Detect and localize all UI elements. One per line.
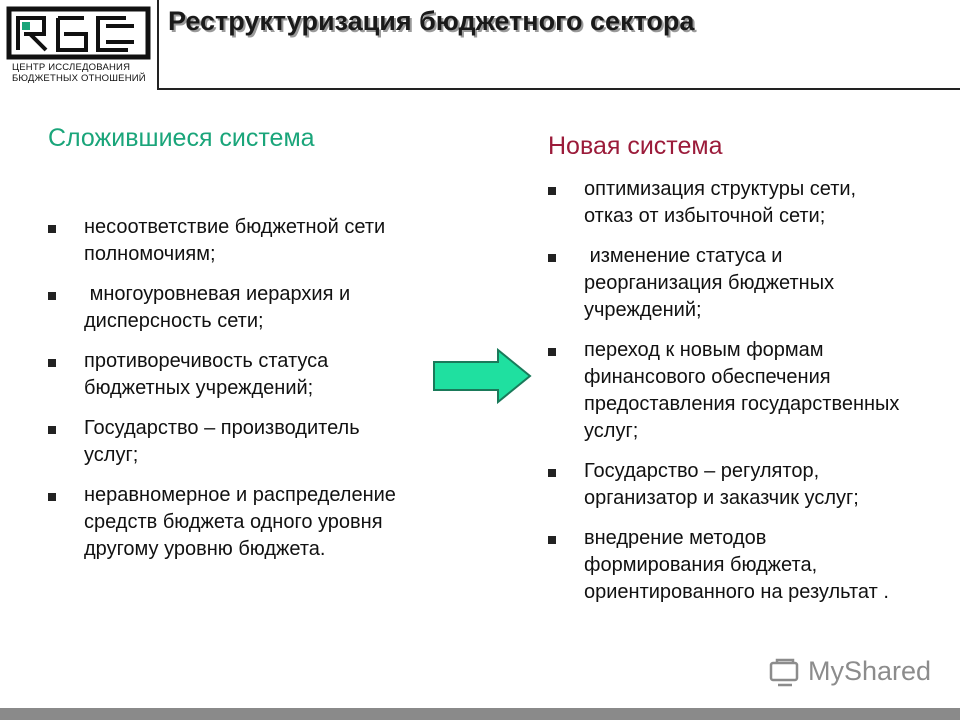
bottom-bar	[0, 708, 960, 720]
list-item	[48, 281, 418, 335]
list-item	[48, 348, 418, 402]
rbs-logo-icon	[6, 6, 151, 60]
list-item-text: переход к новым формам финансового обеспечения предоставления государственных услуг;	[584, 339, 905, 442]
list-item	[548, 525, 908, 606]
header-divider-horizontal	[157, 88, 960, 90]
logo-caption-line1: ЦЕНТР ИССЛЕДОВАНИЯ	[12, 62, 131, 73]
header-divider-vertical	[157, 0, 159, 90]
list-item-text: внедрение методов формирования бюджета, ориентированного на результат .	[584, 527, 889, 603]
left-column-list	[48, 214, 418, 576]
list-item-text: несоответствие бюджетной сети полномочиям;	[84, 216, 391, 265]
list-item-text: оптимизация структуры сети, отказ от избыточной сети;	[584, 178, 862, 227]
list-item	[548, 243, 908, 324]
right-column-list	[548, 176, 908, 619]
list-item-text: многоуровневая иерархия и дисперсность сети;	[84, 283, 356, 332]
right-arrow-icon	[432, 348, 532, 404]
list-item-text: противоречивость статуса бюджетных учреждений;	[84, 350, 334, 399]
right-column-heading: Новая система	[548, 132, 723, 160]
logo-caption-line2: БЮДЖЕТНЫХ ОТНОШЕНИЙ	[12, 73, 146, 84]
list-item-text: Государство – регулятор, организатор и заказчик услуг;	[584, 460, 859, 509]
left-column-heading: Сложившиеся система	[48, 124, 315, 152]
list-item-text: неравномерное и распределение средств бюджета одного уровня другому уровню бюджета.	[84, 484, 402, 560]
list-item	[548, 458, 908, 512]
list-item	[48, 214, 418, 268]
list-item	[48, 415, 418, 469]
list-item	[548, 337, 908, 445]
list-item-text: Государство – производитель услуг;	[84, 417, 366, 466]
slide-header	[0, 0, 960, 92]
list-item	[548, 176, 908, 230]
list-item-text: изменение статуса и реорганизация бюджетных учреждений;	[584, 245, 840, 321]
page-title: Реструктуризация бюджетного сектора	[168, 6, 695, 36]
list-item	[48, 482, 418, 563]
watermark-text: MyShared	[808, 656, 932, 686]
logo	[6, 6, 156, 86]
myshared-logo-icon	[768, 658, 802, 688]
